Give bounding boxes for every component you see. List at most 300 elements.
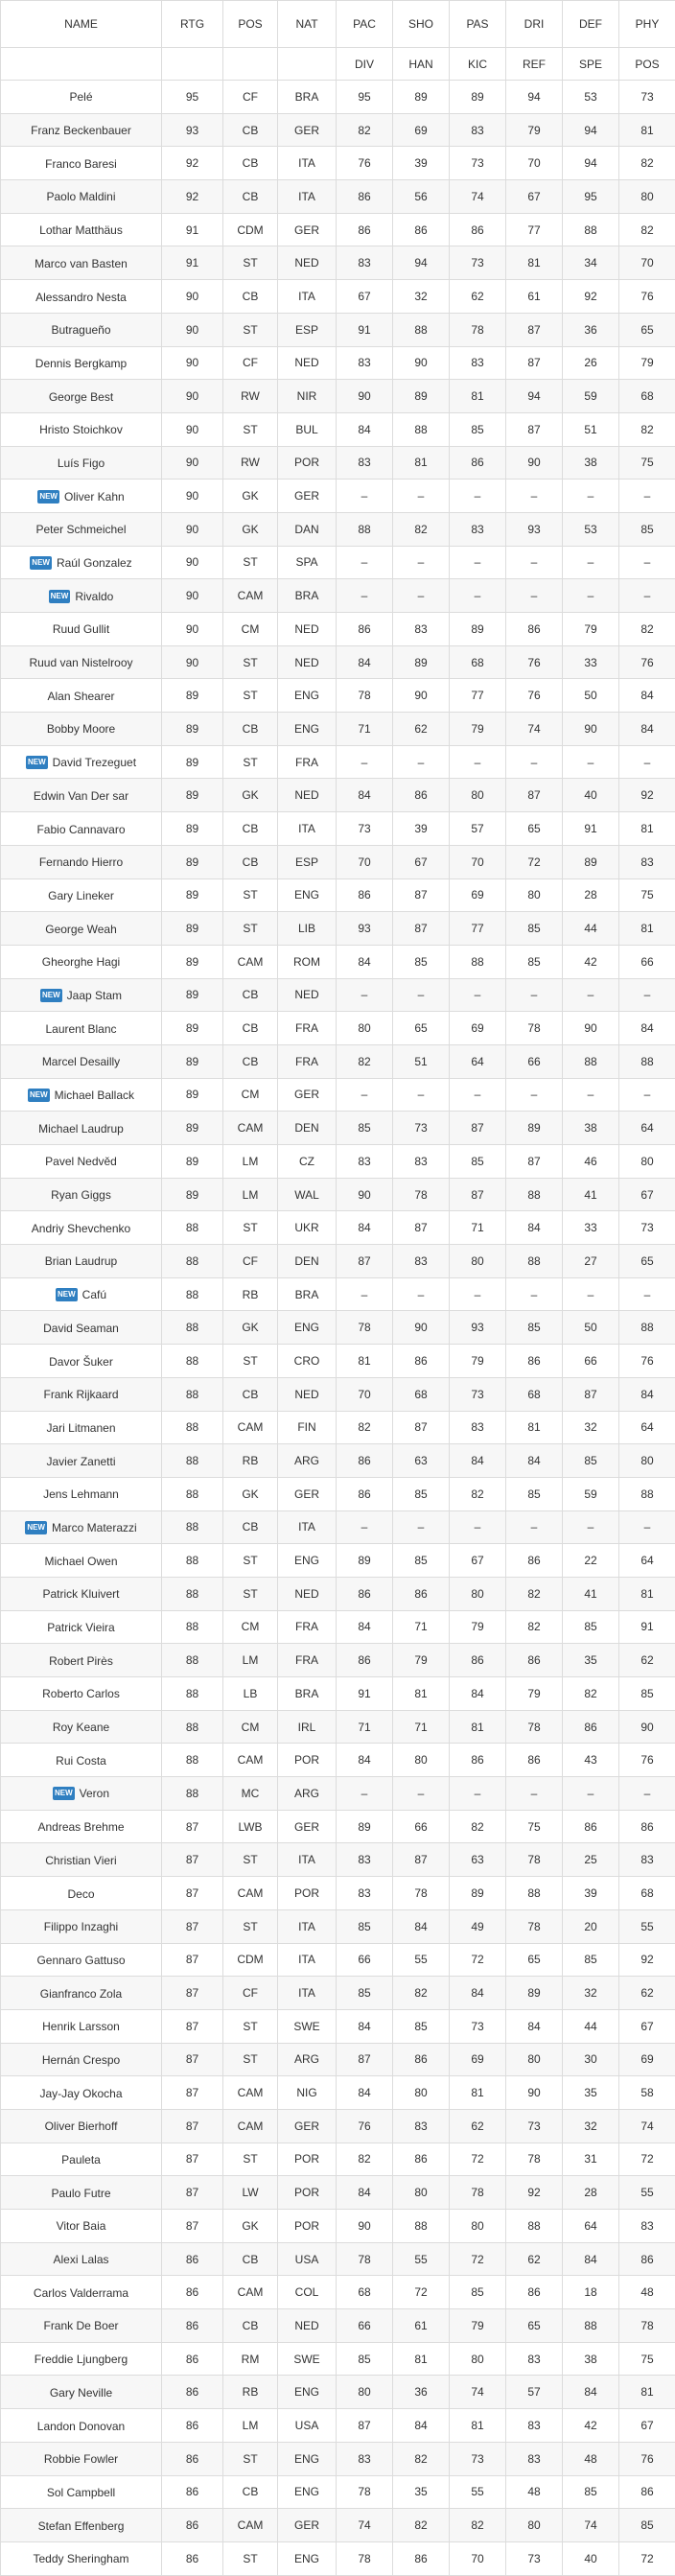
stat-sho-cell: 65 <box>393 1012 450 1045</box>
stat-pac-cell: 84 <box>337 1610 393 1644</box>
position-cell: ST <box>223 1544 278 1578</box>
column-header-pas[interactable]: PAS <box>450 1 506 48</box>
player-name[interactable]: Oliver Kahn <box>64 490 125 503</box>
player-name-cell[interactable] <box>1 1943 162 1977</box>
player-name[interactable]: Andreas Brehme <box>37 1820 124 1834</box>
player-name[interactable]: Gianfranco Zola <box>40 1986 122 2000</box>
player-name[interactable]: Landon Donovan <box>37 2419 125 2432</box>
table-row[interactable] <box>1 380 675 413</box>
table-row[interactable] <box>1 2210 675 2243</box>
player-name-cell[interactable] <box>1 1078 162 1112</box>
column-subheader-kic[interactable]: KIC <box>450 48 506 81</box>
player-name-cell[interactable] <box>1 412 162 446</box>
table-row[interactable] <box>1 2309 675 2343</box>
table-row[interactable] <box>1 313 675 346</box>
player-name[interactable]: Fabio Cannavaro <box>36 822 125 835</box>
table-row[interactable] <box>1 1677 675 1711</box>
stat-phy-cell: 76 <box>619 2442 675 2475</box>
player-name-cell[interactable] <box>1 1610 162 1644</box>
player-name[interactable]: Michael Owen <box>44 1555 117 1568</box>
rating-cell: 87 <box>162 2043 223 2076</box>
table-row[interactable] <box>1 1810 675 1843</box>
player-name[interactable]: Rui Costa <box>56 1754 106 1768</box>
column-subheader-spe[interactable]: SPE <box>563 48 619 81</box>
player-name-cell[interactable] <box>1 180 162 214</box>
player-name[interactable]: Davor Šuker <box>49 1354 113 1368</box>
stat-pas-cell: 80 <box>450 1577 506 1610</box>
player-name[interactable]: Jay-Jay Okocha <box>39 2087 122 2100</box>
player-name[interactable]: Jens Lehmann <box>43 1487 119 1501</box>
table-row[interactable] <box>1 2442 675 2475</box>
column-subheader-ref[interactable]: REF <box>506 48 563 81</box>
player-name-cell[interactable] <box>1 280 162 314</box>
player-name-cell[interactable] <box>1 1044 162 1078</box>
player-name-cell[interactable] <box>1 1843 162 1877</box>
player-name-cell[interactable] <box>1 1211 162 1245</box>
player-name-cell[interactable] <box>1 945 162 978</box>
player-name[interactable]: Franz Beckenbauer <box>31 124 131 137</box>
table-row[interactable] <box>1 1178 675 1211</box>
position-cell: CDM <box>223 1943 278 1977</box>
table-row[interactable] <box>1 1744 675 1777</box>
player-name[interactable]: Patrick Kluivert <box>42 1587 119 1601</box>
table-row[interactable] <box>1 280 675 314</box>
column-header-def[interactable]: DEF <box>563 1 619 48</box>
player-name[interactable]: Christian Vieri <box>45 1854 116 1867</box>
stat-pas-cell: 74 <box>450 180 506 214</box>
player-name[interactable]: Stefan Effenberg <box>38 2518 125 2532</box>
table-row[interactable] <box>1 1211 675 1245</box>
player-name[interactable]: Lothar Matthäus <box>39 223 123 237</box>
player-name[interactable]: Raúl Gonzalez <box>57 556 132 570</box>
table-row[interactable] <box>1 812 675 846</box>
player-name[interactable]: Ryan Giggs <box>51 1188 111 1202</box>
table-row[interactable] <box>1 2342 675 2376</box>
player-name[interactable]: Jaap Stam <box>67 989 122 1002</box>
column-subheader-pos-gk[interactable]: POS <box>619 48 675 81</box>
player-name-cell[interactable] <box>1 246 162 280</box>
table-row[interactable] <box>1 1345 675 1378</box>
rating-cell: 87 <box>162 1810 223 1843</box>
player-name[interactable]: Rivaldo <box>75 590 113 603</box>
nationality-cell: FRA <box>278 1012 337 1045</box>
rating-cell: 87 <box>162 2109 223 2143</box>
player-name-cell[interactable] <box>1 1178 162 1211</box>
player-name-cell[interactable] <box>1 613 162 646</box>
stat-dri-cell: 87 <box>506 412 563 446</box>
player-name-cell[interactable] <box>1 1777 162 1811</box>
table-row[interactable] <box>1 2143 675 2176</box>
table-row[interactable] <box>1 978 675 1012</box>
player-name[interactable]: Paulo Futre <box>51 2187 110 2200</box>
stat-pac-cell: 83 <box>337 1145 393 1179</box>
player-name-cell[interactable] <box>1 2541 162 2575</box>
stat-phy-cell: 86 <box>619 1810 675 1843</box>
table-row[interactable] <box>1 1377 675 1411</box>
player-name[interactable]: Michael Ballack <box>55 1089 134 1102</box>
table-row[interactable] <box>1 1145 675 1179</box>
stat-dri-cell: 85 <box>506 912 563 946</box>
table-row[interactable] <box>1 1577 675 1610</box>
player-name-cell[interactable] <box>1 1477 162 1510</box>
player-name-cell[interactable] <box>1 812 162 846</box>
player-name[interactable]: Marcel Desailly <box>42 1055 120 1068</box>
player-name-cell[interactable] <box>1 2442 162 2475</box>
table-row[interactable] <box>1 180 675 214</box>
player-name-cell[interactable] <box>1 2210 162 2243</box>
table-row[interactable] <box>1 2541 675 2575</box>
stat-def-cell: 39 <box>563 1877 619 1910</box>
player-name[interactable]: Veron <box>80 1787 109 1800</box>
table-row[interactable] <box>1 1977 675 2010</box>
player-name-cell[interactable] <box>1 2342 162 2376</box>
table-row[interactable] <box>1 346 675 380</box>
table-row[interactable] <box>1 2109 675 2143</box>
player-name-cell[interactable] <box>1 579 162 613</box>
player-name[interactable]: Robbie Fowler <box>44 2452 118 2466</box>
table-row[interactable] <box>1 1311 675 1345</box>
table-row[interactable] <box>1 878 675 912</box>
player-name[interactable]: Carlos Valderrama <box>34 2286 128 2300</box>
player-name[interactable]: David Trezeguet <box>53 756 136 769</box>
column-header-dri[interactable]: DRI <box>506 1 563 48</box>
stat-sho-cell: 89 <box>393 380 450 413</box>
stat-dri-cell: 86 <box>506 1744 563 1777</box>
player-name-cell[interactable] <box>1 2043 162 2076</box>
player-name-cell[interactable] <box>1 1112 162 1145</box>
stat-def-cell: 28 <box>563 2176 619 2210</box>
player-name-cell[interactable] <box>1 512 162 546</box>
rating-cell: 89 <box>162 1078 223 1112</box>
nationality-cell: ENG <box>278 878 337 912</box>
player-name-cell[interactable] <box>1 213 162 246</box>
stat-dri-cell: 87 <box>506 346 563 380</box>
player-name[interactable]: Jari Litmanen <box>46 1421 115 1435</box>
nationality-cell: POR <box>278 2210 337 2243</box>
player-name-cell[interactable] <box>1 2143 162 2176</box>
column-header-name[interactable]: NAME <box>1 1 162 48</box>
player-name-cell[interactable] <box>1 1444 162 1478</box>
player-name[interactable]: Ruud Gullit <box>53 622 109 636</box>
player-name-cell[interactable] <box>1 1377 162 1411</box>
stat-def-cell: 30 <box>563 2043 619 2076</box>
player-name-cell[interactable] <box>1 113 162 147</box>
table-row[interactable] <box>1 645 675 679</box>
player-name[interactable]: Fernando Hierro <box>39 855 123 869</box>
table-row[interactable] <box>1 2509 675 2542</box>
player-name[interactable]: Luís Figo <box>58 457 105 470</box>
table-row[interactable] <box>1 1112 675 1145</box>
player-name[interactable]: Michael Laudrup <box>38 1122 124 1136</box>
column-header-pac[interactable]: PAC <box>337 1 393 48</box>
player-name-cell[interactable] <box>1 645 162 679</box>
column-subheader-han[interactable]: HAN <box>393 48 450 81</box>
nationality-cell: NED <box>278 978 337 1012</box>
player-name-cell[interactable] <box>1 878 162 912</box>
player-name[interactable]: Gheorghe Hagi <box>42 955 120 969</box>
player-name-cell[interactable] <box>1 546 162 579</box>
player-name[interactable]: Pelé <box>69 90 92 104</box>
table-row[interactable] <box>1 1610 675 1644</box>
table-row[interactable] <box>1 579 675 613</box>
player-name[interactable]: Filippo Inzaghi <box>44 1920 118 1933</box>
stat-pas-cell: 89 <box>450 81 506 114</box>
player-name-cell[interactable] <box>1 1744 162 1777</box>
player-name[interactable]: Marco Materazzi <box>52 1521 137 1534</box>
table-row[interactable] <box>1 1444 675 1478</box>
column-header-phy[interactable]: PHY <box>619 1 675 48</box>
table-row[interactable] <box>1 412 675 446</box>
player-name-cell[interactable] <box>1 1710 162 1744</box>
player-name-cell[interactable] <box>1 2309 162 2343</box>
player-name[interactable]: Andriy Shevchenko <box>32 1222 130 1235</box>
player-name[interactable]: Peter Schmeichel <box>35 523 126 536</box>
player-name[interactable]: Cafú <box>82 1288 106 1301</box>
player-name[interactable]: Gary Lineker <box>48 889 114 902</box>
player-name-cell[interactable] <box>1 978 162 1012</box>
player-name-cell[interactable] <box>1 745 162 779</box>
player-name[interactable]: Henrik Larsson <box>42 2020 120 2033</box>
player-name-cell[interactable] <box>1 1977 162 2010</box>
player-name[interactable]: Pauleta <box>61 2153 101 2166</box>
table-row[interactable] <box>1 546 675 579</box>
player-name[interactable]: Hristo Stoichkov <box>39 423 123 436</box>
player-name[interactable]: Sol Campbell <box>47 2486 115 2499</box>
stat-pac-cell: 84 <box>337 2176 393 2210</box>
table-row[interactable] <box>1 1943 675 1977</box>
player-name[interactable]: Dennis Bergkamp <box>35 357 127 370</box>
player-name-cell[interactable] <box>1 313 162 346</box>
stat-dri-cell: 76 <box>506 645 563 679</box>
table-row[interactable] <box>1 1012 675 1045</box>
player-name[interactable]: George Best <box>49 389 113 403</box>
player-name[interactable]: Franco Baresi <box>45 157 117 171</box>
player-name[interactable]: Frank De Boer <box>43 2319 118 2332</box>
table-row[interactable] <box>1 1877 675 1910</box>
stat-phy-cell: – <box>619 480 675 513</box>
table-row[interactable] <box>1 2076 675 2110</box>
stat-pas-cell: 69 <box>450 878 506 912</box>
position-cell: GK <box>223 480 278 513</box>
player-name-cell[interactable] <box>1 1677 162 1711</box>
player-name[interactable]: Gary Neville <box>50 2386 112 2400</box>
table-row[interactable] <box>1 613 675 646</box>
table-row[interactable] <box>1 246 675 280</box>
player-name-cell[interactable] <box>1 480 162 513</box>
table-row[interactable] <box>1 1510 675 1544</box>
table-row[interactable] <box>1 1777 675 1811</box>
player-name[interactable]: Alessandro Nesta <box>35 290 127 303</box>
player-name[interactable]: Roy Keane <box>53 1721 109 1734</box>
column-header-rtg[interactable]: RTG <box>162 1 223 48</box>
table-row[interactable] <box>1 81 675 114</box>
player-name-cell[interactable] <box>1 2276 162 2309</box>
nationality-cell: NED <box>278 2309 337 2343</box>
player-name-cell[interactable] <box>1 2242 162 2276</box>
stat-dri-cell: – <box>506 978 563 1012</box>
player-name-cell[interactable] <box>1 2475 162 2509</box>
player-name[interactable]: Edwin Van Der sar <box>34 789 128 803</box>
player-name-cell[interactable] <box>1 2109 162 2143</box>
stat-sho-cell: 90 <box>393 346 450 380</box>
player-name-cell[interactable] <box>1 2509 162 2542</box>
table-row[interactable] <box>1 1078 675 1112</box>
player-name[interactable]: George Weah <box>45 922 117 935</box>
player-name-cell[interactable] <box>1 845 162 878</box>
player-name-cell[interactable] <box>1 1012 162 1045</box>
table-row[interactable] <box>1 779 675 812</box>
player-name-cell[interactable] <box>1 346 162 380</box>
stat-def-cell: 66 <box>563 1345 619 1378</box>
table-row[interactable] <box>1 2242 675 2276</box>
player-name[interactable]: Gennaro Gattuso <box>36 1954 125 1967</box>
player-name-cell[interactable] <box>1 2009 162 2043</box>
table-row[interactable] <box>1 512 675 546</box>
player-name[interactable]: David Seaman <box>43 1322 119 1335</box>
player-name[interactable]: Paolo Maldini <box>46 190 115 203</box>
column-header-nat[interactable]: NAT <box>278 1 337 48</box>
player-name[interactable]: Oliver Bierhoff <box>45 2119 118 2133</box>
table-row[interactable] <box>1 713 675 746</box>
table-row[interactable] <box>1 1843 675 1877</box>
table-row[interactable] <box>1 1245 675 1278</box>
player-name-cell[interactable] <box>1 912 162 946</box>
player-name[interactable]: Ruud van Nistelrooy <box>29 656 132 669</box>
player-name-cell[interactable] <box>1 1145 162 1179</box>
position-cell: CB <box>223 1377 278 1411</box>
stat-phy-cell: 62 <box>619 1977 675 2010</box>
position-cell: GK <box>223 1477 278 1510</box>
player-name-cell[interactable] <box>1 1810 162 1843</box>
nationality-cell: BRA <box>278 1277 337 1311</box>
table-row[interactable] <box>1 912 675 946</box>
player-name[interactable]: Butragueño <box>51 323 110 337</box>
table-row[interactable] <box>1 446 675 480</box>
table-row[interactable] <box>1 2043 675 2076</box>
player-name[interactable]: Brian Laudrup <box>45 1254 117 1268</box>
table-row[interactable] <box>1 2276 675 2309</box>
player-name-cell[interactable] <box>1 1411 162 1444</box>
stat-sho-cell: – <box>393 1078 450 1112</box>
player-name[interactable]: Hernán Crespo <box>42 2053 120 2067</box>
player-name[interactable]: Alexi Lalas <box>53 2253 108 2266</box>
player-name-cell[interactable] <box>1 1510 162 1544</box>
position-cell: MC <box>223 1777 278 1811</box>
player-name[interactable]: Patrick Vieira <box>47 1621 114 1634</box>
player-name[interactable]: Laurent Blanc <box>45 1022 116 1036</box>
player-name-cell[interactable] <box>1 380 162 413</box>
column-subheader-div[interactable]: DIV <box>337 48 393 81</box>
table-row[interactable] <box>1 1644 675 1677</box>
stat-dri-cell: 89 <box>506 1977 563 2010</box>
nationality-cell: GER <box>278 1810 337 1843</box>
table-row[interactable] <box>1 2376 675 2409</box>
stat-def-cell: 40 <box>563 2541 619 2575</box>
player-name-cell[interactable] <box>1 1345 162 1378</box>
player-name-cell[interactable] <box>1 1577 162 1610</box>
stat-dri-cell: – <box>506 745 563 779</box>
table-row[interactable] <box>1 1277 675 1311</box>
player-name[interactable]: Frank Rijkaard <box>43 1388 118 1401</box>
table-row[interactable] <box>1 1909 675 1943</box>
stat-sho-cell: – <box>393 546 450 579</box>
table-row[interactable] <box>1 2176 675 2210</box>
table-row[interactable] <box>1 945 675 978</box>
stat-phy-cell: 81 <box>619 812 675 846</box>
table-row[interactable] <box>1 113 675 147</box>
stat-phy-cell: 92 <box>619 779 675 812</box>
player-name[interactable]: Bobby Moore <box>47 722 115 736</box>
table-row[interactable] <box>1 480 675 513</box>
player-name-cell[interactable] <box>1 147 162 180</box>
player-name[interactable]: Freddie Ljungberg <box>35 2353 128 2366</box>
player-name-cell[interactable] <box>1 1644 162 1677</box>
player-name-cell[interactable] <box>1 2376 162 2409</box>
stat-pas-cell: 79 <box>450 2309 506 2343</box>
player-name-cell[interactable] <box>1 81 162 114</box>
player-name[interactable]: Robert Pirès <box>49 1654 113 1668</box>
player-name[interactable]: Deco <box>67 1886 94 1900</box>
column-header-sho[interactable]: SHO <box>393 1 450 48</box>
player-name[interactable]: Marco van Basten <box>35 257 128 270</box>
player-name-cell[interactable] <box>1 779 162 812</box>
table-row[interactable] <box>1 2009 675 2043</box>
player-name[interactable]: Pavel Nedvěd <box>45 1155 117 1168</box>
table-row[interactable] <box>1 679 675 713</box>
player-name-cell[interactable] <box>1 679 162 713</box>
player-name[interactable]: Alan Shearer <box>47 690 114 703</box>
column-header-pos[interactable]: POS <box>223 1 278 48</box>
player-name-cell[interactable] <box>1 2409 162 2443</box>
stat-phy-cell: 85 <box>619 512 675 546</box>
position-cell: RM <box>223 2342 278 2376</box>
table-row[interactable] <box>1 2409 675 2443</box>
stat-pac-cell: 74 <box>337 2509 393 2542</box>
player-name-cell[interactable] <box>1 1544 162 1578</box>
table-row[interactable] <box>1 147 675 180</box>
rating-cell: 87 <box>162 1843 223 1877</box>
table-row[interactable] <box>1 1411 675 1444</box>
player-name[interactable]: Teddy Sheringham <box>33 2552 128 2565</box>
stat-sho-cell: 87 <box>393 878 450 912</box>
table-row[interactable] <box>1 1477 675 1510</box>
table-row[interactable] <box>1 745 675 779</box>
stat-pac-cell: 83 <box>337 446 393 480</box>
table-row[interactable] <box>1 213 675 246</box>
table-row[interactable] <box>1 845 675 878</box>
player-name-cell[interactable] <box>1 1877 162 1910</box>
player-name-cell[interactable] <box>1 2176 162 2210</box>
player-name-cell[interactable] <box>1 1245 162 1278</box>
nationality-cell: ENG <box>278 679 337 713</box>
player-name[interactable]: Javier Zanetti <box>46 1454 115 1467</box>
table-row[interactable] <box>1 1044 675 1078</box>
player-name[interactable]: Roberto Carlos <box>42 1687 120 1700</box>
player-name[interactable]: Vitor Baia <box>57 2219 106 2233</box>
table-row[interactable] <box>1 2475 675 2509</box>
table-row[interactable] <box>1 1710 675 1744</box>
player-name-cell[interactable] <box>1 1277 162 1311</box>
stat-phy-cell: 72 <box>619 2541 675 2575</box>
table-row[interactable] <box>1 1544 675 1578</box>
player-name-cell[interactable] <box>1 1311 162 1345</box>
position-cell: ST <box>223 679 278 713</box>
player-name-cell[interactable] <box>1 1909 162 1943</box>
player-name-cell[interactable] <box>1 713 162 746</box>
stat-pac-cell: 90 <box>337 380 393 413</box>
player-name-cell[interactable] <box>1 2076 162 2110</box>
player-name-cell[interactable] <box>1 446 162 480</box>
